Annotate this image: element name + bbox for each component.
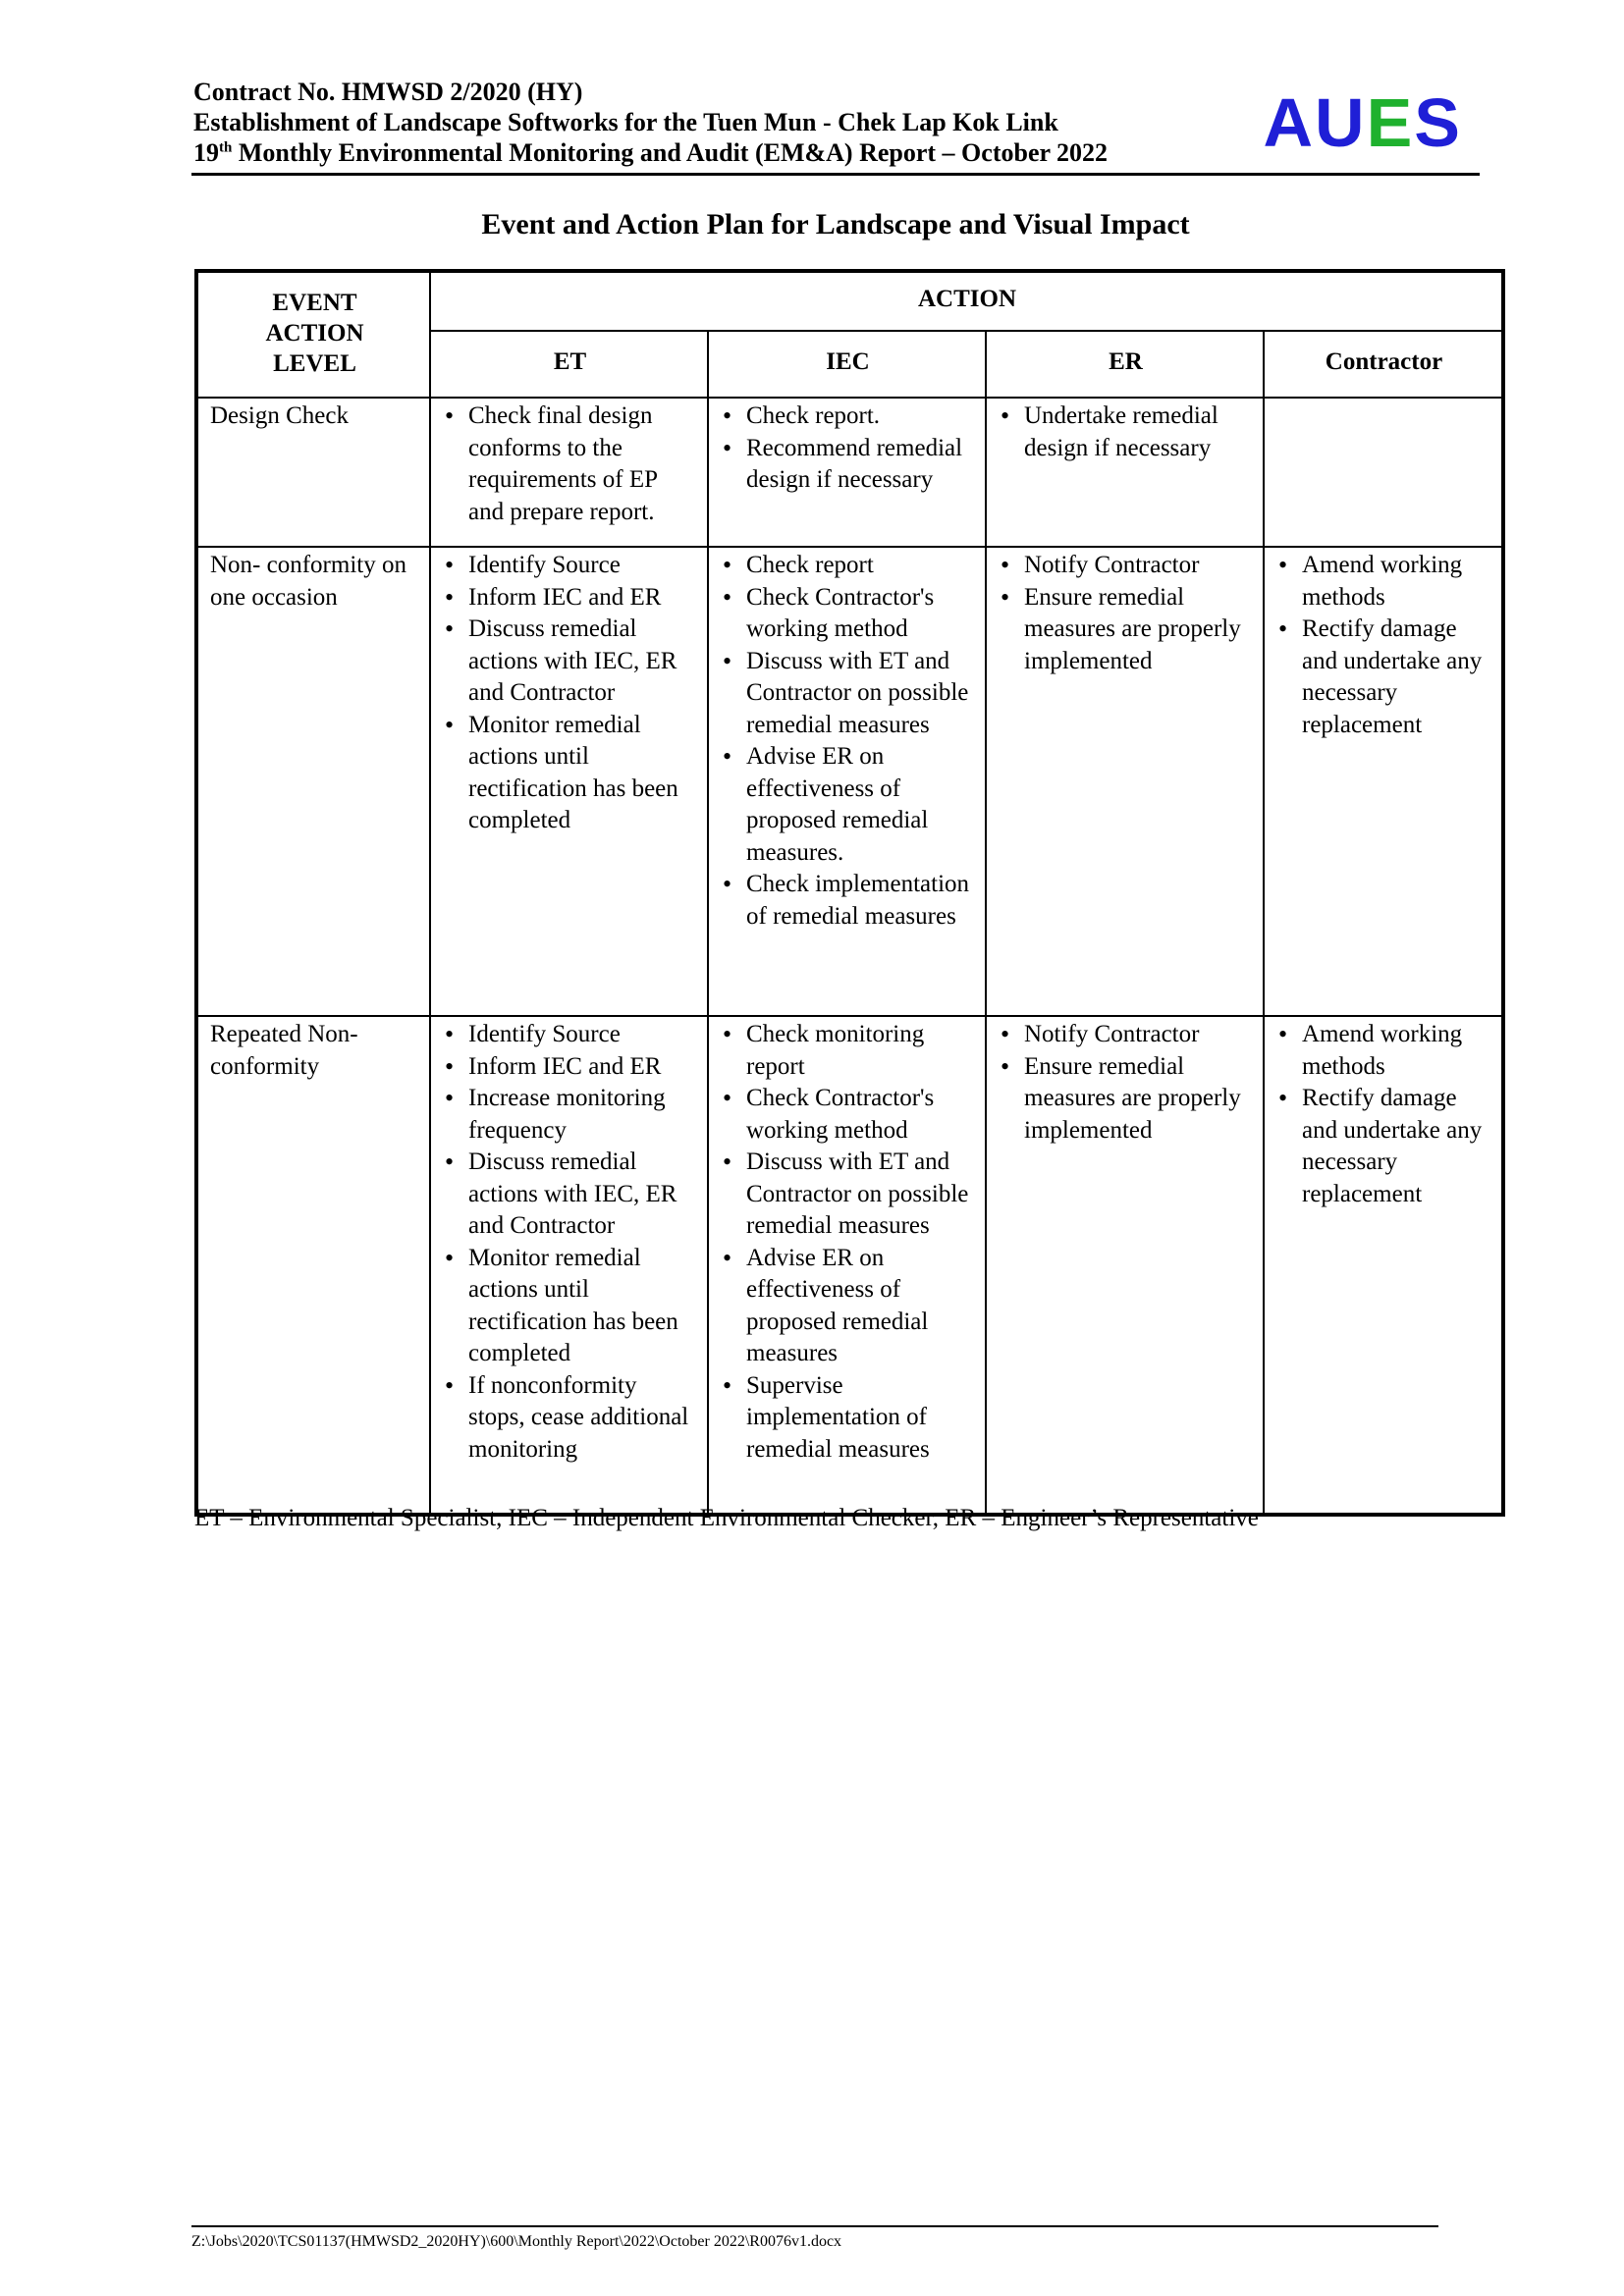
iec-action-list: [721, 1019, 975, 1466]
list-item: • Inform IEC and ER: [468, 582, 697, 614]
event-action-table: [194, 269, 1505, 1517]
iec-action-list: [721, 550, 975, 933]
list-item: • Discuss with ET and Contractor on possible remedial measures: [746, 646, 975, 742]
list-item: • If nonconformity stops, cease additional monitoring: [468, 1370, 697, 1467]
table-row-design-check: [196, 398, 1503, 547]
er-action-list: [999, 1019, 1253, 1147]
header-action-word: ACTION: [265, 319, 364, 347]
list-item: • Amend working methods: [1302, 550, 1491, 614]
list-item: • Check monitoring report: [746, 1019, 975, 1083]
list-item: • Increase monitoring frequency: [468, 1083, 697, 1147]
list-item: • Monitor remedial actions until rectification has been completed: [468, 710, 697, 837]
column-header-contractor: Contractor: [1264, 331, 1503, 398]
list-item: • Check implementation of remedial measures: [746, 869, 975, 933]
et-actions-cell: [430, 547, 708, 1016]
list-item: • Discuss remedial actions with IEC, ER and Contractor: [468, 614, 697, 710]
list-item: • Check report.: [746, 400, 975, 433]
file-path-footer: Z:\Jobs\2020\TCS01137(HMWSD2_2020HY)\600\Monthly Report\2022\October 2022\R0076v1.docx: [191, 2225, 1438, 2251]
er-actions-cell: [986, 398, 1264, 547]
event-level-label: Non- conformity on one occasion: [210, 552, 406, 611]
list-item: • Amend working methods: [1302, 1019, 1491, 1083]
contractor-action-list: [1276, 550, 1491, 741]
report-number: 19: [193, 138, 219, 167]
list-item: • Check Contractor's working method: [746, 582, 975, 646]
list-item: • Discuss with ET and Contractor on possible remedial measures: [746, 1147, 975, 1243]
action-header: ACTION: [430, 271, 1503, 331]
logo-part-s: S: [1414, 84, 1462, 161]
logo-part-e: E: [1366, 84, 1415, 161]
report-title-rest: Monthly Environmental Monitoring and Audit (EM&A) Report – October 2022: [232, 138, 1109, 167]
list-item: • Advise ER on effectiveness of proposed remedial measures: [746, 1243, 975, 1370]
list-item: • Advise ER on effectiveness of proposed remedial measures.: [746, 741, 975, 869]
page-header: [191, 77, 1480, 176]
list-item: • Undertake remedial design if necessary: [1024, 400, 1253, 464]
event-level-label: Design Check: [210, 402, 349, 429]
event-level-cell: [196, 398, 430, 547]
et-actions-cell: [430, 1016, 708, 1515]
event-level-cell: [196, 547, 430, 1016]
list-item: • Ensure remedial measures are properly implemented: [1024, 1051, 1253, 1148]
list-item: • Check final design conforms to the requirements of EP and prepare report.: [468, 400, 697, 528]
logo-part-au: AU: [1263, 84, 1367, 161]
list-item: • Notify Contractor: [1024, 550, 1253, 582]
iec-actions-cell: [708, 398, 986, 547]
column-header-iec: IEC: [708, 331, 986, 398]
list-item: • Notify Contractor: [1024, 1019, 1253, 1051]
list-item: • Identify Source: [468, 1019, 697, 1051]
report-number-suffix: th: [219, 139, 233, 156]
et-action-list: [443, 550, 697, 837]
list-item: • Discuss remedial actions with IEC, ER and Contractor: [468, 1147, 697, 1243]
header-text: [193, 77, 1108, 168]
contractor-actions-cell: [1264, 1016, 1503, 1515]
er-action-list: [999, 550, 1253, 677]
list-item: • Check report: [746, 550, 975, 582]
list-item: • Supervise implementation of remedial measures: [746, 1370, 975, 1467]
iec-actions-cell: [708, 1016, 986, 1515]
abbreviation-legend: ET – Environmental Specialist, IEC – Independent Environmental Checker, ER – Engineer’s Representative: [194, 1505, 1259, 1531]
list-item: • Rectify damage and undertake any necessary replacement: [1302, 614, 1491, 741]
header-level: LEVEL: [273, 349, 356, 377]
contractor-actions-cell: [1264, 547, 1503, 1016]
list-item: • Monitor remedial actions until rectification has been completed: [468, 1243, 697, 1370]
column-header-et: ET: [430, 331, 708, 398]
er-actions-cell: [986, 547, 1264, 1016]
et-action-list: [443, 400, 697, 528]
contractor-actions-cell: [1264, 398, 1503, 547]
report-title: [193, 137, 1108, 168]
column-header-er: ER: [986, 331, 1264, 398]
list-item: • Identify Source: [468, 550, 697, 582]
et-action-list: [443, 1019, 697, 1466]
list-item: • Ensure remedial measures are properly implemented: [1024, 582, 1253, 678]
document-title: Event and Action Plan for Landscape and Visual Impact: [481, 208, 1190, 240]
table-row-repeated-non-conformity: [196, 1016, 1503, 1515]
er-action-list: [999, 400, 1253, 464]
list-item: • Rectify damage and undertake any necessary replacement: [1302, 1083, 1491, 1210]
list-item: • Check Contractor's working method: [746, 1083, 975, 1147]
table-row-non-conformity-one-occasion: [196, 547, 1503, 1016]
aues-logo: [1263, 84, 1462, 161]
er-actions-cell: [986, 1016, 1264, 1515]
contract-number: Contract No. HMWSD 2/2020 (HY): [193, 78, 583, 106]
list-item: • Inform IEC and ER: [468, 1051, 697, 1084]
header-event: EVENT: [272, 289, 357, 316]
et-actions-cell: [430, 398, 708, 547]
iec-action-list: [721, 400, 975, 497]
event-level-cell: [196, 1016, 430, 1515]
event-action-level-header: [196, 271, 430, 398]
project-title: Establishment of Landscape Softworks for the Tuen Mun - Chek Lap Kok Link: [193, 108, 1058, 136]
contractor-action-list: [1276, 1019, 1491, 1210]
event-level-label: Repeated Non-conformity: [210, 1021, 358, 1080]
iec-actions-cell: [708, 547, 986, 1016]
list-item: • Recommend remedial design if necessary: [746, 433, 975, 497]
